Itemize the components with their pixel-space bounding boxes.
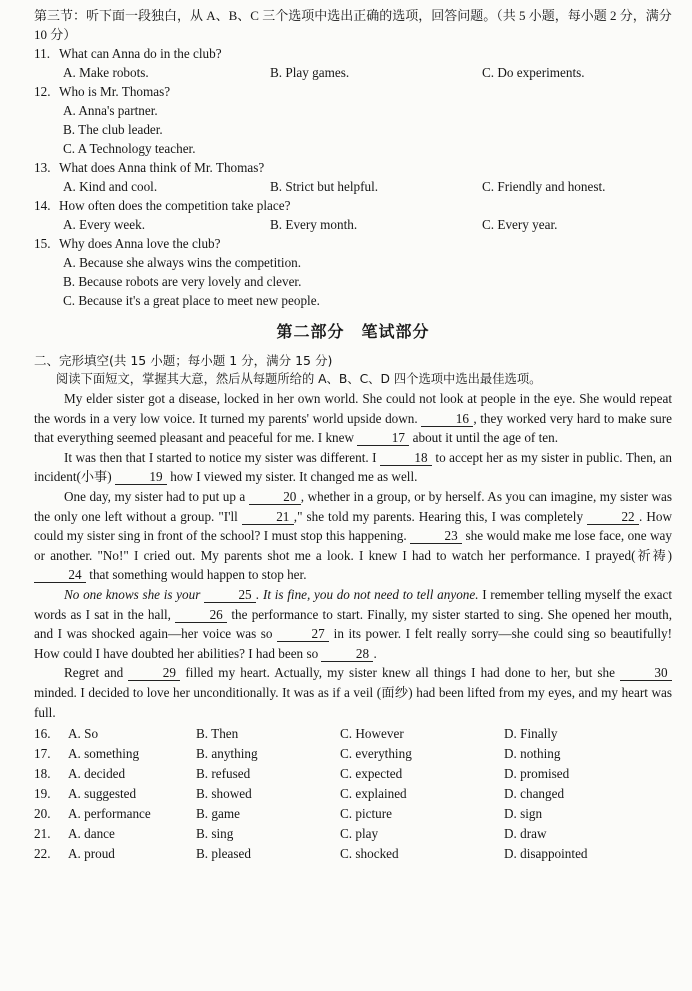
option-c: C. Every year. xyxy=(482,217,558,232)
italic-text-run: No one knows she is your xyxy=(64,586,205,602)
blank-26: 26 xyxy=(175,607,227,623)
choice-option-b: B. sing xyxy=(196,826,234,842)
option-row xyxy=(34,63,672,82)
passage-paragraph-4 xyxy=(34,585,672,663)
choice-row-19 xyxy=(34,784,672,804)
option-a: A. Because she always wins the competition. xyxy=(63,255,302,270)
question-text: What can Anna do in the club? xyxy=(59,46,222,61)
blank-23: 23 xyxy=(410,528,462,544)
question-text: How often does the competition take place? xyxy=(59,198,291,213)
choice-option-c: C. expected xyxy=(340,766,403,782)
question-number: 14. xyxy=(34,198,51,213)
option-a: A. Kind and cool. xyxy=(63,179,158,194)
option-a: A. Anna's partner. xyxy=(63,103,158,118)
question-13 xyxy=(34,158,672,177)
choice-row-18 xyxy=(34,764,672,784)
choice-option-b: B. anything xyxy=(196,746,258,762)
choice-option-a: A. performance xyxy=(68,806,151,822)
choice-option-b: B. refused xyxy=(196,766,251,782)
option-row xyxy=(34,215,672,234)
cloze-header: 二、完形填空(共 15 小题；每小题 1 分，满分 15 分) xyxy=(34,353,333,368)
option-b: B. Strict but helpful. xyxy=(270,179,379,194)
text-run: It was then that I started to notice my sister was different. I xyxy=(64,449,380,465)
choice-row-17 xyxy=(34,744,672,764)
passage-paragraph-5 xyxy=(34,663,672,722)
choice-option-c: C. play xyxy=(340,826,379,842)
choice-option-d: D. Finally xyxy=(504,726,558,742)
choice-option-c: C. However xyxy=(340,726,404,742)
choice-option-a: A. suggested xyxy=(68,786,137,802)
blank-30: 30 xyxy=(620,665,672,681)
choice-option-b: B. pleased xyxy=(196,846,251,862)
blank-17: 17 xyxy=(357,430,409,446)
text-run: Regret and xyxy=(64,665,129,681)
choice-option-c: C. picture xyxy=(340,806,393,822)
text-run: filled my heart. Actually, my sister knew all things I had done to her, but she xyxy=(180,665,620,681)
question-text: Who is Mr. Thomas? xyxy=(59,84,171,99)
choice-option-c: C. explained xyxy=(340,786,407,802)
choice-option-a: A. So xyxy=(68,726,99,742)
choice-option-d: D. draw xyxy=(504,826,547,842)
text-run: she would make me lose face, one way or another. "No!" I cried out. My parents shot me a look. I knew I had to watch her performance. I prayed(祈祷) xyxy=(34,528,672,563)
passage-paragraph-3 xyxy=(34,487,672,585)
question-number: 15. xyxy=(34,236,51,251)
blank-25: 25 xyxy=(204,587,256,603)
choice-option-d: D. nothing xyxy=(504,746,561,762)
choice-number: 18. xyxy=(34,766,51,782)
choice-option-d: D. disappointed xyxy=(504,846,588,862)
choice-option-a: A. something xyxy=(68,746,140,762)
text-run: to accept her as my sister in public. Then, an incident(小事) xyxy=(34,449,672,485)
choice-number: 17. xyxy=(34,746,51,762)
text-run: One day, my sister had to put up a xyxy=(64,488,249,504)
choice-option-b: B. showed xyxy=(196,786,252,802)
blank-29: 29 xyxy=(128,665,180,681)
choice-option-c: C. everything xyxy=(340,746,412,762)
choice-option-a: A. decided xyxy=(68,766,126,782)
section3-header: 第三节：听下面一段独白，从 A、B、C 三个选项中选出正确的选项，回答问题。（共 5 小题，每小题 2 分，满分 10 分） xyxy=(34,8,672,42)
option-b: B. Play games. xyxy=(270,65,350,80)
choice-option-c: C. shocked xyxy=(340,846,399,862)
choice-option-b: B. Then xyxy=(196,726,239,742)
listening-questions xyxy=(34,44,672,310)
blank-21: 21 xyxy=(242,509,294,525)
option-c: C. Friendly and honest. xyxy=(482,179,606,194)
choice-number: 22. xyxy=(34,846,51,862)
choice-option-d: D. changed xyxy=(504,786,565,802)
question-number: 11. xyxy=(34,46,50,61)
text-run: minded. I decided to love her unconditionally. It was as if a veil (面纱) had been lifted from my eyes, and my heart was full. xyxy=(34,684,672,720)
question-text: Why does Anna love the club? xyxy=(59,236,221,251)
question-number: 12. xyxy=(34,84,51,99)
text-run: about it until the age of ten. xyxy=(409,430,559,446)
choice-row-22 xyxy=(34,844,672,864)
blank-27: 27 xyxy=(277,626,329,642)
question-11 xyxy=(34,44,672,63)
option-a: A. Every week. xyxy=(63,217,146,232)
option-b: B. The club leader. xyxy=(63,122,163,137)
choice-number: 20. xyxy=(34,806,51,822)
text-run: , whether in a group, or by herself. As you can imagine, my sister was the only one left without a group. "I'll xyxy=(34,488,672,524)
text-run: the performance to start. Finally, my sister started to sing. She opened her mouth, and I was shocked again—her voice was so xyxy=(34,606,672,642)
question-15 xyxy=(34,234,672,253)
blank-19: 19 xyxy=(115,469,167,485)
passage-paragraph-2 xyxy=(34,448,672,487)
text-run: ," she told my parents. Hearing this, I was completely xyxy=(293,508,588,524)
choice-option-b: B. game xyxy=(196,806,240,822)
question-12 xyxy=(34,82,672,101)
blank-22: 22 xyxy=(587,509,639,525)
choice-row-21 xyxy=(34,824,672,844)
choice-number: 16. xyxy=(34,726,51,742)
choice-row-20 xyxy=(34,804,672,824)
blank-24: 24 xyxy=(34,567,86,583)
question-text: What does Anna think of Mr. Thomas? xyxy=(59,160,265,175)
choice-option-a: A. proud xyxy=(68,846,115,862)
choice-option-a: A. dance xyxy=(68,826,115,842)
option-c: C. A Technology teacher. xyxy=(63,141,196,156)
option-row xyxy=(34,177,672,196)
blank-20: 20 xyxy=(249,489,301,505)
text-run: . xyxy=(373,645,377,661)
option-b: B. Every month. xyxy=(270,217,358,232)
text-run: that something would happen to stop her. xyxy=(86,567,307,583)
option-a: A. Make robots. xyxy=(63,65,149,80)
cloze-passage xyxy=(34,389,672,722)
cloze-choices xyxy=(34,724,672,864)
text-run: My elder sister got a disease, locked in her own world. She could not look at people in the eye. She would repeat the words in a very low voice. It turned my parents' world upside down. xyxy=(34,391,672,426)
blank-28: 28 xyxy=(321,646,373,662)
blank-16: 16 xyxy=(421,411,473,427)
choice-number: 21. xyxy=(34,826,51,842)
option-c: C. Do experiments. xyxy=(482,65,585,80)
option-c: C. Because it's a great place to meet new people. xyxy=(63,293,320,308)
passage-paragraph-1 xyxy=(34,389,672,448)
part2-title: 第二部分 笔试部分 xyxy=(276,322,430,341)
text-run: in its power. I felt really sorry—she could sing so beautifully! How could I have doubted her abilities? I had been so xyxy=(34,626,673,661)
text-run: I remember telling myself the exact words as I sat in the hall, xyxy=(34,586,672,622)
text-run: how I viewed my sister. It changed me as well. xyxy=(166,469,418,485)
cloze-instruction: 阅读下面短文，掌握其大意，然后从每题所给的 A、B、C、D 四个选项中选出最佳选项。 xyxy=(56,372,542,386)
italic-text-run: . It is fine, you do not need to tell anyone. xyxy=(256,586,479,602)
text-run: , they worked very hard to make sure that everything seemed pleasant and peaceful for me. I knew xyxy=(34,410,672,446)
choice-row-16 xyxy=(34,724,672,744)
choice-option-d: D. promised xyxy=(504,766,570,782)
text-run: . How could my sister sing in front of the school? I must stop this happening. xyxy=(34,508,672,544)
question-14 xyxy=(34,196,672,215)
choice-option-d: D. sign xyxy=(504,806,543,822)
question-number: 13. xyxy=(34,160,51,175)
blank-18: 18 xyxy=(380,450,432,466)
choice-number: 19. xyxy=(34,786,51,802)
option-b: B. Because robots are very lovely and clever. xyxy=(63,274,302,289)
